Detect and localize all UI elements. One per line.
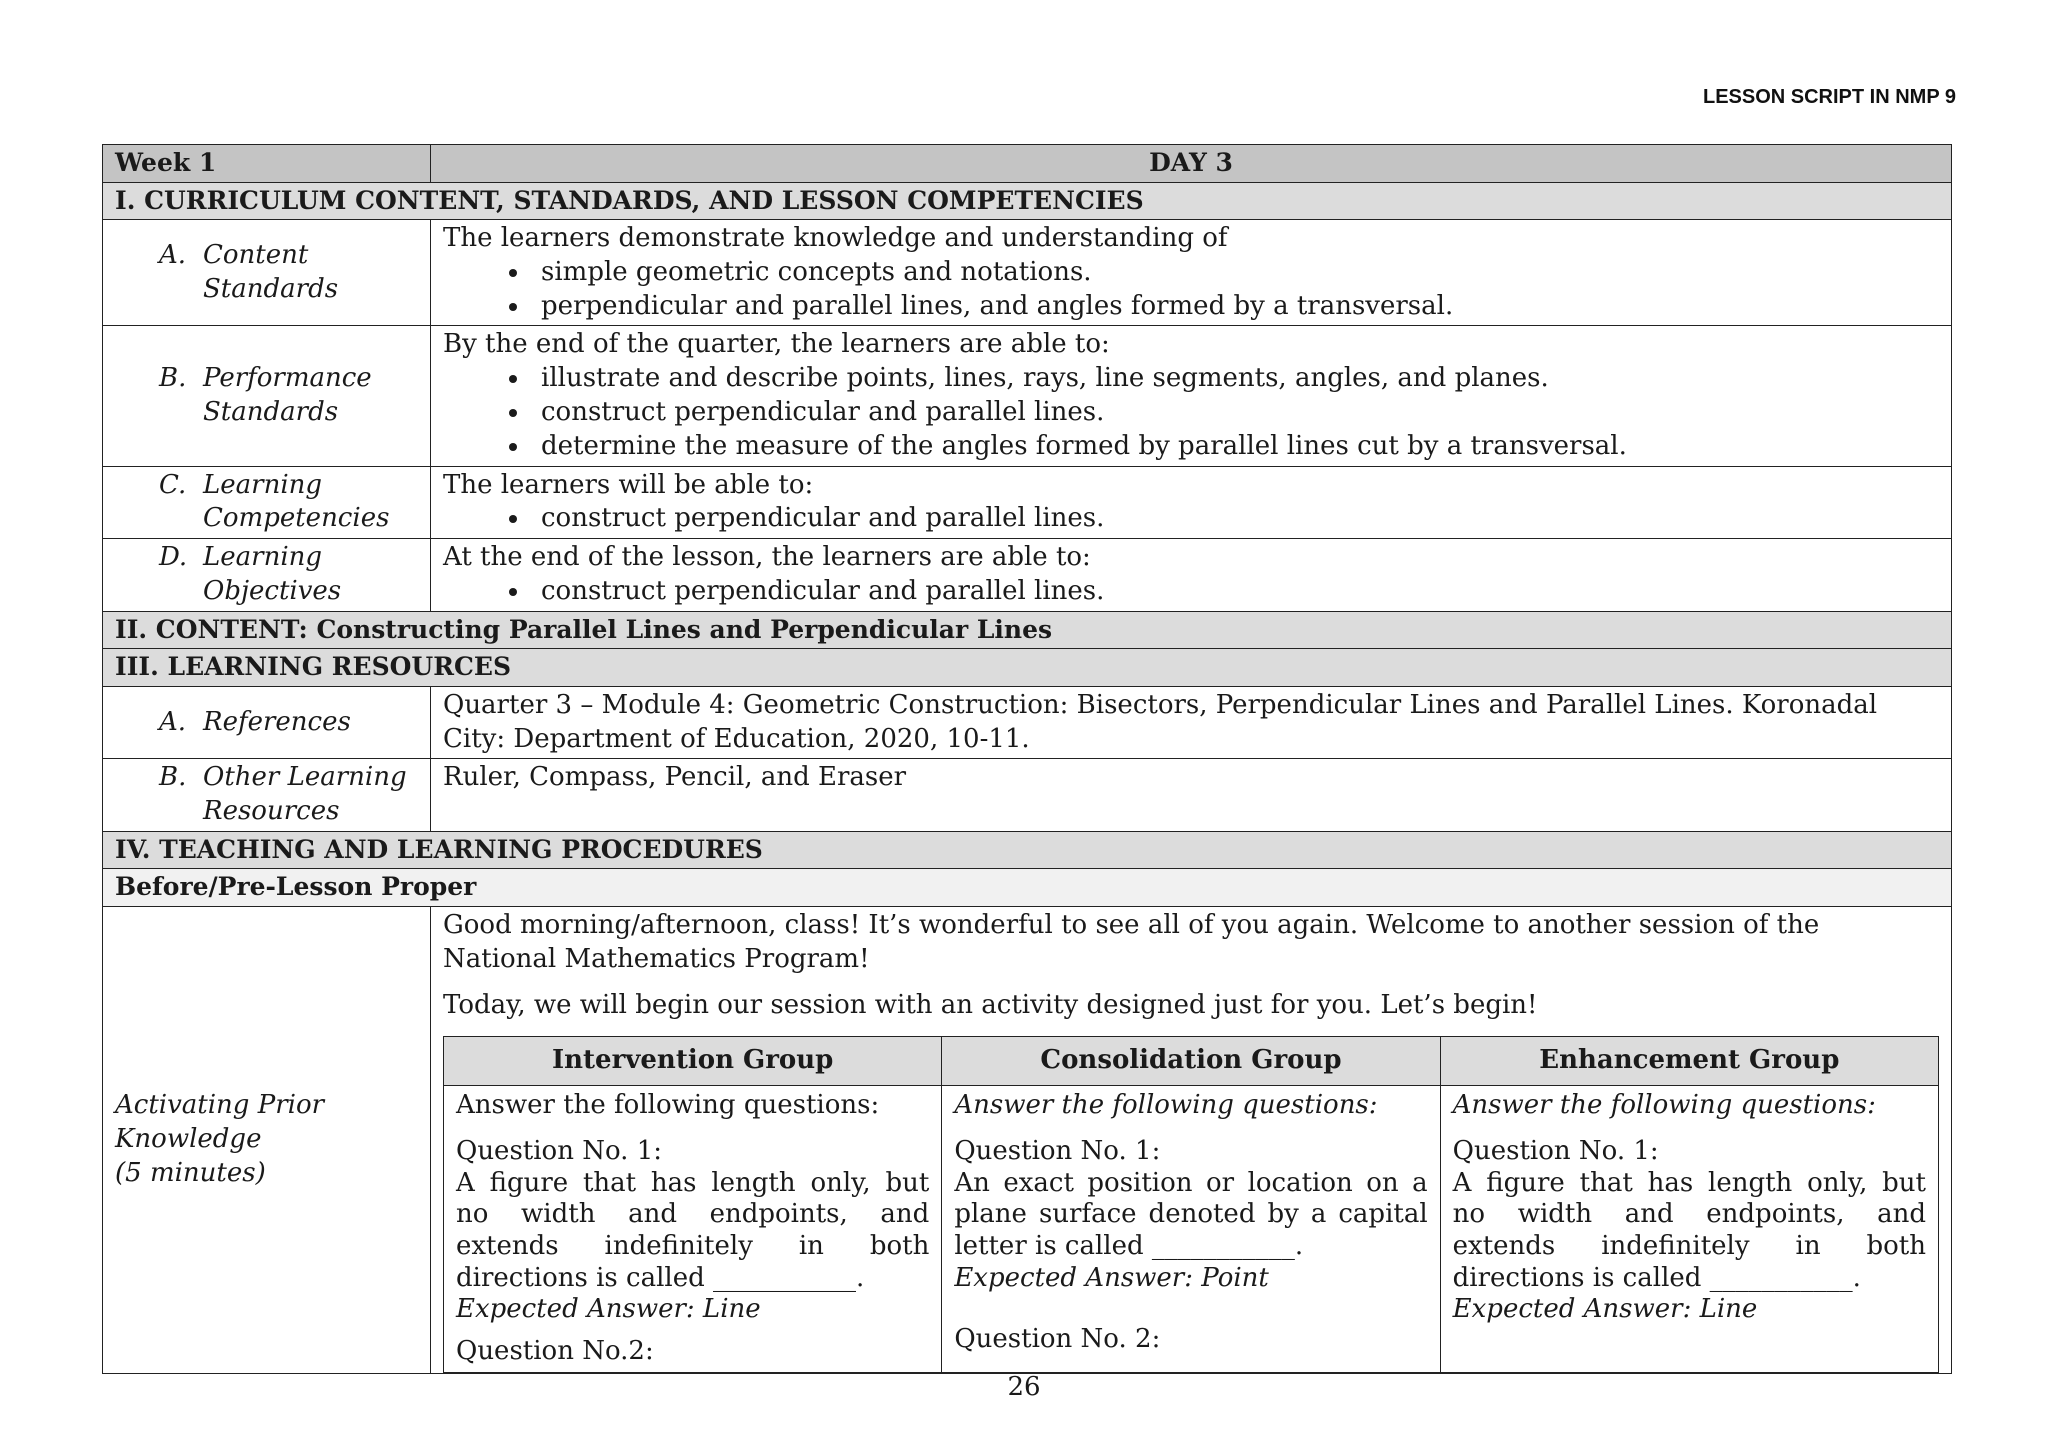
row-label-line1: Content (203, 239, 309, 270)
row-label (103, 539, 431, 612)
content-standards-row (103, 220, 1952, 326)
bullet-item: • construct perpendicular and parallel lines. (531, 502, 1939, 536)
bullet-item: • construct perpendicular and parallel lines. (531, 396, 1939, 430)
subsection-heading: Before/Pre-Lesson Proper (103, 869, 1952, 907)
row-content (431, 466, 1952, 539)
question-text: A figure that has length only, but no width and endpoints, and extends indefinitely in both directions is called ___________. (1452, 1167, 1926, 1293)
references-text: Quarter 3 – Module 4: Geometric Construction: Bisectors, Perpendicular Lines and Parallel Lines. Koronadal City: Department of Education, 2020, 10-11. (431, 686, 1952, 759)
row-letter: A. (159, 706, 187, 737)
activity-duration: (5 minutes) (115, 1157, 266, 1188)
section-2-heading: II. CONTENT: Constructing Parallel Lines and Perpendicular Lines (103, 611, 1952, 649)
row-letter: A. (159, 239, 187, 270)
bullet-item: • construct perpendicular and parallel lines. (531, 575, 1939, 609)
subsection-heading-row (103, 869, 1952, 907)
row-label-line2: Competencies (203, 503, 390, 534)
row-content (431, 326, 1952, 466)
activity-label-line1: Activating Prior (115, 1090, 325, 1121)
activity-label-line2: Knowledge (115, 1123, 262, 1154)
expected-answer: Expected Answer: Line (456, 1294, 761, 1325)
question-label: Question No. 2: (954, 1324, 1161, 1355)
activity-content (431, 906, 1952, 1373)
bullet-item: • illustrate and describe points, lines, rays, line segments, angles, and planes. (531, 362, 1939, 396)
lesson-table (102, 144, 1952, 1374)
consolidation-group-cell (942, 1086, 1440, 1373)
week-day-header-row (103, 145, 1952, 183)
row-label-line2: Standards (203, 396, 339, 427)
row-label-line2: Standards (203, 273, 339, 304)
group-instruction: Answer the following questions: (1452, 1090, 1876, 1121)
document-header-title: LESSON SCRIPT IN NMP 9 (1702, 86, 1956, 108)
row-intro: The learners demonstrate knowledge and understanding of (443, 223, 1228, 253)
group-instruction: Answer the following questions: (456, 1090, 880, 1121)
row-intro: The learners will be able to: (443, 469, 814, 500)
intro-paragraph: Today, we will begin our session with an activity designed just for you. Let’s begin! (443, 989, 1538, 1020)
row-label (103, 759, 431, 832)
week-label: Week 1 (103, 145, 431, 183)
learning-competencies-row (103, 466, 1952, 539)
group-activity-table (443, 1036, 1939, 1372)
row-label-line2: Objectives (203, 575, 342, 606)
bullet-item: • determine the measure of the angles formed by parallel lines cut by a transversal. (531, 430, 1939, 464)
row-label (103, 326, 431, 466)
other-resources-row (103, 759, 1952, 832)
page-number: 26 (1007, 1372, 1041, 1402)
row-content (431, 539, 1952, 612)
section-4-heading: IV. TEACHING AND LEARNING PROCEDURES (103, 831, 1952, 869)
row-letter: B. (159, 363, 187, 394)
question-text: An exact position or location on a plane surface denoted by a capital letter is called ___________. (954, 1167, 1428, 1261)
row-label-line1: Other Learning (203, 762, 407, 793)
row-label (103, 466, 431, 539)
row-content (431, 220, 1952, 326)
row-intro: At the end of the lesson, the learners are able to: (443, 542, 1091, 573)
row-letter: B. (159, 762, 187, 793)
row-intro: By the end of the quarter, the learners are able to: (443, 329, 1110, 360)
question-label: Question No.2: (456, 1336, 654, 1367)
learning-objectives-row (103, 539, 1952, 612)
bullet-item: • simple geometric concepts and notations. (531, 256, 1939, 290)
intervention-group-cell (444, 1086, 942, 1373)
row-label (103, 220, 431, 326)
group-header: Consolidation Group (942, 1037, 1440, 1086)
activating-prior-knowledge-row (103, 906, 1952, 1373)
question-text: A figure that has length only, but no width and endpoints, and extends indefinitely in both directions is called ___________. (456, 1167, 930, 1293)
group-header-row (444, 1037, 1939, 1086)
references-row (103, 686, 1952, 759)
enhancement-group-cell (1440, 1086, 1938, 1373)
row-letter: C. (159, 469, 187, 500)
question-label: Question No. 1: (1452, 1135, 1659, 1166)
bullet-item: • perpendicular and parallel lines, and angles formed by a transversal. (531, 290, 1939, 324)
question-label: Question No. 1: (954, 1135, 1161, 1166)
question-label: Question No. 1: (456, 1135, 662, 1166)
row-label-line1: References (203, 706, 351, 737)
row-label-line2: Resources (203, 796, 340, 827)
section-1-heading: I. CURRICULUM CONTENT, STANDARDS, AND LESSON COMPETENCIES (103, 182, 1952, 220)
section-heading-row (103, 831, 1952, 869)
row-label-line1: Learning (203, 542, 323, 573)
section-heading-row (103, 182, 1952, 220)
group-header: Enhancement Group (1440, 1037, 1938, 1086)
performance-standards-row (103, 326, 1952, 466)
other-resources-text: Ruler, Compass, Pencil, and Eraser (431, 759, 1952, 832)
row-label (103, 686, 431, 759)
section-heading-row (103, 649, 1952, 687)
row-letter: D. (159, 542, 188, 573)
row-label-line1: Learning (203, 469, 323, 500)
expected-answer: Expected Answer: Point (954, 1262, 1269, 1293)
greeting-paragraph: Good morning/afternoon, class! It’s wonderful to see all of you again. Welcome to another session of the National Mathematics Program! (443, 909, 1820, 974)
day-label: DAY 3 (431, 145, 1952, 183)
section-heading-row (103, 611, 1952, 649)
activity-label (103, 906, 431, 1373)
section-3-heading: III. LEARNING RESOURCES (103, 649, 1952, 687)
group-header: Intervention Group (444, 1037, 942, 1086)
row-label-line1: Performance (203, 363, 372, 394)
expected-answer: Expected Answer: Line (1452, 1294, 1758, 1325)
group-instruction: Answer the following questions: (954, 1090, 1378, 1121)
group-content-row (444, 1086, 1939, 1373)
